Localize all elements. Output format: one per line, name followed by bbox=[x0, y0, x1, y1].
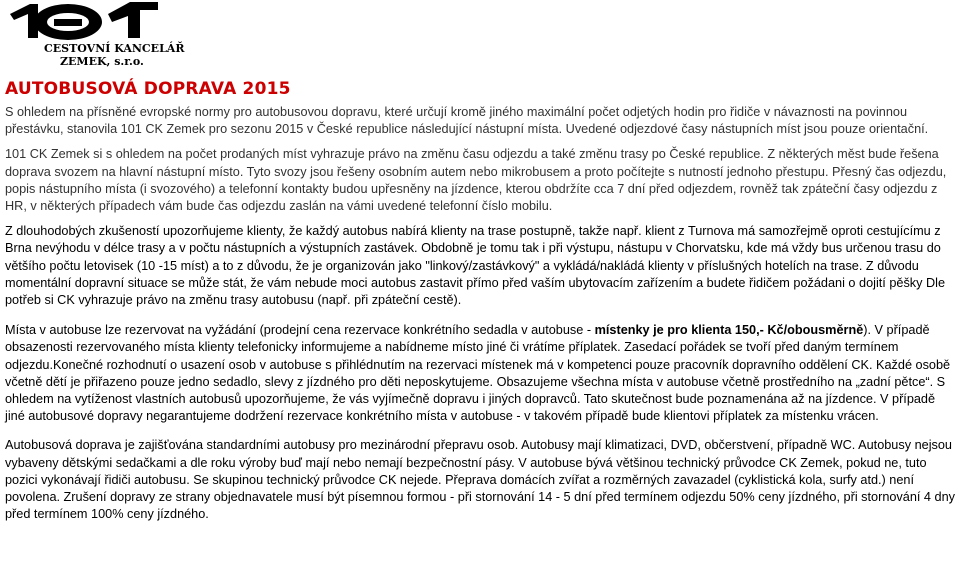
logo-line1: CESTOVNÍ KANCELÁŘ bbox=[44, 42, 185, 55]
paragraph-schedule-changes: 101 CK Zemek si s ohledem na počet prodaných míst vyhrazuje právo na změnu času odjezdu a také změnu trasy po České republice. Z některých měst bude řešena doprava svozem na hlavní nástupní místo. Tyto svozy jsou řešeny osobním autem nebo mikrobusem a proto počítejte s nutností jednoho přestupu. Přesný čas odjezdu, popis nástupního místa (i svozového) a telefonní kontakty budou upřesněny na jízdence, kterou obdržíte cca 7 dní před odjezdem, rovněž tak zpáteční časy odjezdu z HR, v některých případech vám bude čas odjezdu zaslán na vámi uvedené telefonní číslo mobilu. bbox=[5, 147, 947, 214]
logo-graphic bbox=[8, 0, 238, 68]
logo-number-101 bbox=[10, 2, 158, 40]
reservation-text-end: ). V případě obsazenosti rezervovaného místa klienty telefonicky informujeme a nabídneme místo jiné či vrátíme příplatek. Zasedací pořádek se tvoří před daným termínem odjezdu.Konečné rozhodnutí o usazení osob v autobuse s přihlédnutím na rezervaci místenek má v kompetenci pouze pracovník dopravního oddělení CK. Každé osobě včetně dětí je přiřazeno pouze jedno sedadlo, slevy z jízdného pro děti neposkytujeme. Obsazujeme všechna místa v autobuse včetně prostředního na „zadní pětce“. S ohledem na vytíženost vlastních autobusů upozorňujeme, že vás vyjímečně dopravu i jiných dopravců. Tato skutečnost bude poznamenána až na jízdence. V případě jiné autobusové dopravy negarantujeme dodržení rezervace konkrétního místa v autobuse - v takovém případě bude klientovi příplatek za místenku vrácen. bbox=[5, 323, 951, 424]
reservation-price: místenky je pro klienta 150,- Kč/obousměrně bbox=[594, 323, 864, 338]
paragraph-bus-equipment: Autobusová doprava je zajišťována standardními autobusy pro mezinárodní přepravu osob. Autobusy mají klimatizaci, DVD, občerstvení, případně WC. Autobusy nejsou vybaveny dětskými sedačkami a dle roku výroby buď mají nebo nemají bezpečnostní pásy. V autobuse bývá většinou technický průvodce CK Zemek, pokud ne, tuto pozici vykonávají řidiči autobusu. Se skupinou technický průvodce CK nejede. Přeprava domácích zvířat a rozměrných zavazadel (cyklistická kola, surfy atd.) není povolena. Zrušení dopravy ze strany objednavatele musí být písemnou formou - při stornování 14 - 5 dní před termínem odjezdu 50% ceny jízdného, při stornování 4 dny před termínem 100% ceny jízdného. bbox=[5, 438, 955, 522]
page-title: AUTOBUSOVÁ DOPRAVA 2015 bbox=[5, 79, 291, 99]
paragraph-seat-reservation bbox=[5, 322, 955, 425]
article-body bbox=[5, 104, 955, 531]
paragraph-intro: S ohledem na přísněné evropské normy pro autobusovou dopravu, které určují kromě jiného maximální počet odjetých hodin pro řidiče v návaznosti na povinnou přestávku, stanovila 101 CK Zemek pro sezonu 2015 v České republice následující nástupní místa. Uvedené odjezdové časy nástupních míst jsou pouze orientační. bbox=[5, 105, 929, 137]
company-logo bbox=[8, 0, 238, 68]
paragraph-route-info: Z dlouhodobých zkušeností upozorňujeme klienty, že každý autobus nabírá klienty na trase postupně, takže např. klient z Turnova má samozřejmě oproti cestujícímu z Brna nevýhodu v délce trasy a v počtu nástupních a výstupních zastávek. Obdobně je tomu tak i při výstupu, nástupu v Chorvatsku, kde má vždy bus určenou trasu do většího počtu letovisek (10 -15 míst) a to z důvodu, že je organizován jako "linkový/zastávkový" a vykládá/nakládá klienty v příslušných hotelích na trase. Z důvodu momentální dopravní situace se může stát, že vám nebude moci autobus zastavit přímo před vaším ubytovacím zařízením a budete řidičem požádani o dojití pěšky Dle potřeb si CK vyhrazuje právo na změnu trasy autobusu (např. při zpáteční cestě). bbox=[5, 224, 946, 308]
logo-line2: ZEMEK, s.r.o. bbox=[60, 55, 144, 68]
reservation-text-start: Místa v autobuse lze rezervovat na vyžádání (prodejní cena rezervace konkrétního sedadla v autobuse - bbox=[5, 323, 595, 338]
